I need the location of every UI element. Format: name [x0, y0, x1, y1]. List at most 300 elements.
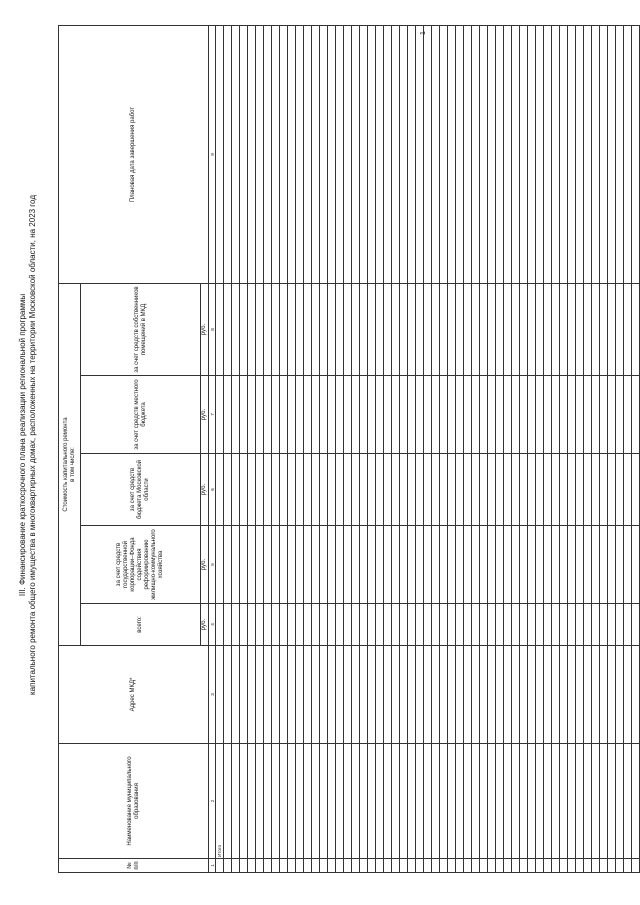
- table-cell: [272, 859, 280, 873]
- table-row: [408, 26, 416, 873]
- table-row: [576, 26, 584, 873]
- table-cell: [232, 526, 240, 604]
- table-row: [616, 26, 624, 873]
- table-cell: [504, 284, 512, 376]
- table-cell: [344, 604, 352, 646]
- table-row: [512, 26, 520, 873]
- table-cell: [616, 26, 624, 284]
- table-cell: [632, 604, 640, 646]
- table-cell: [480, 526, 488, 604]
- table-cell: [264, 454, 272, 526]
- table-cell: [472, 26, 480, 284]
- table-cell: [320, 604, 328, 646]
- table-cell: [352, 646, 360, 744]
- table-row: [440, 26, 448, 873]
- table-cell: [280, 859, 288, 873]
- page-number: 1: [420, 31, 427, 35]
- table-cell: [264, 526, 272, 604]
- table-cell: [616, 859, 624, 873]
- table-cell: [392, 604, 400, 646]
- table-cell: [392, 859, 400, 873]
- table-cell: [576, 284, 584, 376]
- table-row: [584, 26, 592, 873]
- table-cell: [576, 454, 584, 526]
- table-cell: [272, 376, 280, 454]
- table-cell: [488, 646, 496, 744]
- table-cell: [488, 26, 496, 284]
- table-row: [528, 26, 536, 873]
- table-cell: [272, 646, 280, 744]
- table-cell: [480, 26, 488, 284]
- title-line-2: капитального ремонта общего имущества в многоквартирных домах, расположенных на территории Московской области, на 2023 год: [28, 195, 37, 695]
- table-cell: [536, 604, 544, 646]
- table-row: [520, 26, 528, 873]
- table-cell: [408, 26, 416, 284]
- table-cell: [616, 646, 624, 744]
- table-cell: [424, 284, 432, 376]
- table-cell: [488, 284, 496, 376]
- table-cell: [328, 284, 336, 376]
- table-cell: [304, 454, 312, 526]
- table-cell: [472, 744, 480, 859]
- table-cell: [360, 646, 368, 744]
- table-cell: [520, 26, 528, 284]
- table-cell: [360, 604, 368, 646]
- table-cell: [576, 526, 584, 604]
- table-cell: [448, 859, 456, 873]
- table-cell: [384, 526, 392, 604]
- table-cell: [368, 284, 376, 376]
- table-cell: [440, 604, 448, 646]
- table-cell: [456, 859, 464, 873]
- table-cell: [384, 454, 392, 526]
- unit-regional: руб.: [201, 454, 209, 526]
- table-cell: [376, 376, 384, 454]
- table-row: [400, 26, 408, 873]
- header-local-budget: за счет средств местного бюджета: [81, 376, 201, 454]
- table-cell: [352, 604, 360, 646]
- table-cell: [504, 26, 512, 284]
- table-cell: [320, 376, 328, 454]
- table-cell: [424, 376, 432, 454]
- table-cell: [472, 604, 480, 646]
- table-cell: [528, 376, 536, 454]
- table-cell: [432, 646, 440, 744]
- table-cell: [296, 454, 304, 526]
- table-cell: [528, 454, 536, 526]
- table-cell: [544, 604, 552, 646]
- table-cell: [280, 526, 288, 604]
- table-cell: [456, 376, 464, 454]
- table-cell: [272, 604, 280, 646]
- table-cell: [616, 526, 624, 604]
- table-cell: [568, 859, 576, 873]
- table-cell: [584, 859, 592, 873]
- table-cell: [336, 744, 344, 859]
- table-cell: [224, 26, 232, 284]
- table-cell: [488, 859, 496, 873]
- table-cell: [568, 646, 576, 744]
- table-cell: [400, 646, 408, 744]
- table-cell: [232, 859, 240, 873]
- table-cell: [328, 744, 336, 859]
- table-cell: [232, 646, 240, 744]
- table-cell: [312, 526, 320, 604]
- table-cell: [560, 454, 568, 526]
- table-cell: [424, 604, 432, 646]
- table-cell: [240, 454, 248, 526]
- header-address: Адрес МКД*: [59, 646, 209, 744]
- table-cell: [328, 376, 336, 454]
- table-cell: [584, 376, 592, 454]
- table-cell: [592, 454, 600, 526]
- table-cell: [376, 604, 384, 646]
- column-index-cell: 7: [209, 376, 216, 454]
- table-cell: [368, 646, 376, 744]
- table-cell: [544, 454, 552, 526]
- table-cell: [320, 454, 328, 526]
- table-cell: [536, 744, 544, 859]
- table-cell: [544, 26, 552, 284]
- table-cell: [344, 744, 352, 859]
- table-row: [536, 26, 544, 873]
- table-cell: [608, 376, 616, 454]
- table-cell: [624, 526, 632, 604]
- table-cell: [472, 284, 480, 376]
- table-cell: [288, 646, 296, 744]
- table-cell: [392, 376, 400, 454]
- table-cell: [448, 604, 456, 646]
- table-row: [592, 26, 600, 873]
- header-number: № п/п: [59, 859, 209, 873]
- table-cell: [544, 646, 552, 744]
- column-index-cell: 2: [209, 744, 216, 859]
- table-cell: [416, 376, 424, 454]
- table-cell: [600, 376, 608, 454]
- table-cell: [336, 526, 344, 604]
- table-cell: [224, 646, 232, 744]
- table-cell: [552, 376, 560, 454]
- table-cell: [256, 284, 264, 376]
- table-cell: [416, 859, 424, 873]
- table-cell: [240, 646, 248, 744]
- table-cell: [440, 646, 448, 744]
- table-cell: [584, 454, 592, 526]
- table-cell: [376, 744, 384, 859]
- table-cell: [512, 284, 520, 376]
- table-cell: [456, 284, 464, 376]
- table-cell: [504, 859, 512, 873]
- table-cell: [536, 646, 544, 744]
- table-cell: [600, 604, 608, 646]
- table-cell: [416, 604, 424, 646]
- table-cell: [592, 376, 600, 454]
- table-body: [216, 26, 640, 873]
- table-cell: [576, 744, 584, 859]
- table-cell: [552, 454, 560, 526]
- table-row: [432, 26, 440, 873]
- table-cell: [400, 284, 408, 376]
- table-cell: [480, 859, 488, 873]
- table-cell: [216, 604, 224, 646]
- table-cell: [328, 859, 336, 873]
- table-cell: [584, 744, 592, 859]
- column-index-row: [209, 26, 216, 873]
- table-row: [360, 26, 368, 873]
- table-cell: Итого: [216, 744, 224, 859]
- table-cell: [328, 526, 336, 604]
- table-cell: [336, 859, 344, 873]
- table-cell: [216, 284, 224, 376]
- table-cell: [392, 26, 400, 284]
- table-cell: [624, 376, 632, 454]
- table-cell: [264, 284, 272, 376]
- table-cell: [320, 526, 328, 604]
- table-cell: [608, 859, 616, 873]
- table-cell: [432, 454, 440, 526]
- table-cell: [264, 604, 272, 646]
- table-cell: [432, 744, 440, 859]
- table-cell: [576, 859, 584, 873]
- table-cell: [368, 376, 376, 454]
- unit-local: руб.: [201, 376, 209, 454]
- table-cell: [528, 744, 536, 859]
- table-row: [480, 26, 488, 873]
- table-cell: [504, 526, 512, 604]
- table-cell: [312, 284, 320, 376]
- table-cell: [448, 284, 456, 376]
- table-cell: [248, 376, 256, 454]
- table-cell: [528, 526, 536, 604]
- table-cell: [224, 284, 232, 376]
- table-row: [488, 26, 496, 873]
- table-cell: [352, 526, 360, 604]
- table-cell: [624, 604, 632, 646]
- table-cell: [352, 284, 360, 376]
- header-regional-budget: за счет средств бюджета Московской области: [81, 454, 201, 526]
- table-cell: [536, 376, 544, 454]
- table-row: [256, 26, 264, 873]
- table-row: [240, 26, 248, 873]
- table-cell: [488, 526, 496, 604]
- table-cell: [408, 859, 416, 873]
- table-cell: [560, 376, 568, 454]
- table-cell: [592, 526, 600, 604]
- table-cell: [416, 284, 424, 376]
- table-cell: [304, 744, 312, 859]
- table-cell: [600, 859, 608, 873]
- table-cell: [464, 604, 472, 646]
- table-cell: [248, 454, 256, 526]
- table-cell: [440, 526, 448, 604]
- table-cell: [272, 284, 280, 376]
- table-cell: [320, 744, 328, 859]
- table-cell: [400, 604, 408, 646]
- table-cell: [328, 454, 336, 526]
- table-cell: [400, 859, 408, 873]
- table-cell: [608, 26, 616, 284]
- table-cell: [352, 744, 360, 859]
- table-cell: [280, 284, 288, 376]
- table-cell: [240, 604, 248, 646]
- table-cell: [456, 526, 464, 604]
- table-cell: [512, 26, 520, 284]
- column-index-cell: 4: [209, 604, 216, 646]
- table-cell: [512, 454, 520, 526]
- table-cell: [272, 26, 280, 284]
- table-cell: [344, 646, 352, 744]
- table-cell: [544, 284, 552, 376]
- table-cell: [376, 859, 384, 873]
- table-cell: [368, 744, 376, 859]
- table-cell: [296, 376, 304, 454]
- table-row: [224, 26, 232, 873]
- table-cell: [392, 284, 400, 376]
- table-cell: [288, 376, 296, 454]
- table-row: [248, 26, 256, 873]
- table-cell: [632, 376, 640, 454]
- table-cell: [632, 284, 640, 376]
- table-cell: [224, 604, 232, 646]
- table-cell: [288, 454, 296, 526]
- table-cell: [488, 604, 496, 646]
- table-cell: [496, 859, 504, 873]
- table-cell: [584, 646, 592, 744]
- header-including: в том числе:: [69, 447, 76, 482]
- table-cell: [224, 526, 232, 604]
- table-cell: [216, 26, 224, 284]
- table-cell: [560, 646, 568, 744]
- table-cell: [336, 26, 344, 284]
- table-cell: [320, 646, 328, 744]
- table-cell: [448, 646, 456, 744]
- table-cell: [288, 526, 296, 604]
- table-cell: [416, 26, 424, 284]
- table-cell: [616, 284, 624, 376]
- table-row: [568, 26, 576, 873]
- table-cell: [368, 526, 376, 604]
- table-cell: [608, 284, 616, 376]
- table-cell: [488, 454, 496, 526]
- table-cell: [368, 604, 376, 646]
- table-row: [376, 26, 384, 873]
- table-cell: [296, 284, 304, 376]
- table-row: [344, 26, 352, 873]
- table-cell: [464, 744, 472, 859]
- table-cell: [512, 376, 520, 454]
- table-cell: [440, 744, 448, 859]
- table-cell: [480, 284, 488, 376]
- table-cell: [536, 526, 544, 604]
- table-cell: [376, 646, 384, 744]
- table-cell: [480, 646, 488, 744]
- table-cell: [472, 376, 480, 454]
- table-row: [272, 26, 280, 873]
- table-cell: [296, 26, 304, 284]
- table-cell: [544, 744, 552, 859]
- table-cell: [256, 376, 264, 454]
- table-cell: [496, 744, 504, 859]
- table-cell: [256, 26, 264, 284]
- table-cell: [248, 646, 256, 744]
- table-cell: [608, 454, 616, 526]
- table-cell: [544, 376, 552, 454]
- table-row: [632, 26, 640, 873]
- table-cell: [248, 744, 256, 859]
- table-cell: [568, 454, 576, 526]
- table-cell: [480, 376, 488, 454]
- table-cell: [504, 454, 512, 526]
- table-cell: [424, 744, 432, 859]
- table-cell: [552, 646, 560, 744]
- table-cell: [552, 284, 560, 376]
- table-cell: [432, 859, 440, 873]
- table-cell: [448, 744, 456, 859]
- table-cell: [352, 26, 360, 284]
- table-cell: [536, 859, 544, 873]
- table-row: [296, 26, 304, 873]
- table-cell: [280, 744, 288, 859]
- table-cell: [424, 859, 432, 873]
- table-cell: [384, 744, 392, 859]
- table-cell: [264, 859, 272, 873]
- table-cell: [416, 744, 424, 859]
- table-cell: [600, 26, 608, 284]
- table-cell: [408, 646, 416, 744]
- table-cell: [584, 26, 592, 284]
- table-cell: [464, 646, 472, 744]
- table-cell: [440, 284, 448, 376]
- table-row: [464, 26, 472, 873]
- table-cell: [304, 284, 312, 376]
- table-cell: [344, 526, 352, 604]
- table-cell: [392, 744, 400, 859]
- table-cell: [568, 604, 576, 646]
- table-cell: [600, 454, 608, 526]
- table-cell: [280, 454, 288, 526]
- table-cell: [576, 646, 584, 744]
- table-cell: [440, 454, 448, 526]
- table-row: [304, 26, 312, 873]
- table-cell: [568, 376, 576, 454]
- table-cell: [304, 26, 312, 284]
- table-cell: [232, 454, 240, 526]
- table-row: [504, 26, 512, 873]
- table-cell: [488, 744, 496, 859]
- table-cell: [496, 646, 504, 744]
- table-cell: [384, 284, 392, 376]
- table-cell: [264, 744, 272, 859]
- table-cell: [576, 26, 584, 284]
- table-cell: [472, 859, 480, 873]
- table-cell: [280, 604, 288, 646]
- table-cell: [400, 26, 408, 284]
- table-cell: [632, 526, 640, 604]
- table-cell: [632, 454, 640, 526]
- table-cell: [296, 859, 304, 873]
- table-row: [312, 26, 320, 873]
- table-cell: [224, 376, 232, 454]
- financing-table: [58, 25, 640, 873]
- table-cell: [368, 454, 376, 526]
- table-cell: [632, 859, 640, 873]
- table-cell: [368, 859, 376, 873]
- table-cell: [232, 376, 240, 454]
- table-cell: [408, 376, 416, 454]
- table-cell: [424, 646, 432, 744]
- table-cell: [408, 454, 416, 526]
- table-cell: [440, 26, 448, 284]
